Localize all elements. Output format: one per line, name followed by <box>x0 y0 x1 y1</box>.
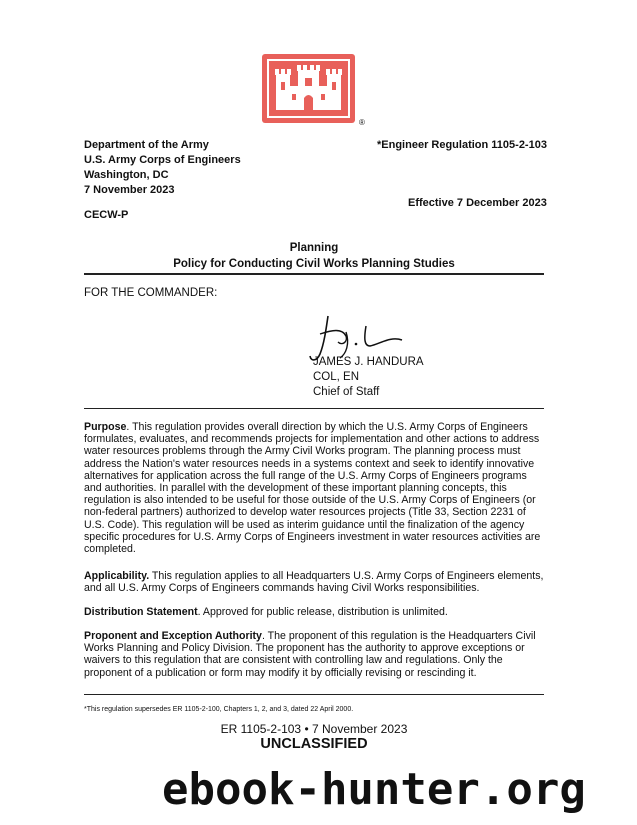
distribution-label: Distribution Statement <box>84 606 198 618</box>
applicability-label: Applicability. <box>84 570 150 582</box>
signer-name: JAMES J. HANDURA <box>313 356 424 368</box>
title-divider <box>84 273 544 275</box>
title-main: Policy for Conducting Civil Works Planning Studies <box>173 258 455 270</box>
castle-icon <box>262 54 355 123</box>
header-line: 7 November 2023 <box>84 184 175 196</box>
usace-castle-logo <box>262 54 355 123</box>
purpose-paragraph <box>84 421 544 555</box>
purpose-text: . This regulation provides overall direction by which the U.S. Army Corps of Engineers formulates, evaluates, and recommends projects for implementation and other actions to address water resources problems through the Army Civil Works program. The planning process must address the Nation's water resources needs in a systems context and seek to identify innovative alternatives for application across the full range of the U.S. Army Corps of Engineers programs and authorities. In parallel with the development of these important planning concepts, this regulation is also intended to be useful for those outside of the U.S. Army Corps of Engineers (or non-federal partners) authorized to develop water resources projects (Title 33, Section 2231 of U.S. Code). This regulation will be used as interim guidance until the finalization of the agency specific procedures for U.S. Army Corps of Engineers investment in water resources activities are completed. <box>84 421 541 556</box>
title-subject: Planning <box>289 242 339 254</box>
for-commander: FOR THE COMMANDER: <box>84 287 218 299</box>
effective-date: Effective 7 December 2023 <box>408 197 547 209</box>
header-line: U.S. Army Corps of Engineers <box>84 154 241 166</box>
purpose-label: Purpose <box>84 421 127 433</box>
proponent-text: . The proponent of this regulation is the Headquarters Civil Works Planning and Policy Division. The proponent has the authority to approve exceptions or waivers to this regulation that are consistent with controlling law and regulations. Only the proponent of a publication or form may modify it by officially revising or rescinding it. <box>84 630 536 679</box>
applicability-paragraph <box>84 570 544 594</box>
registered-mark: ® <box>359 118 365 127</box>
header-line: Washington, DC <box>84 169 169 181</box>
regulation-number: *Engineer Regulation 1105-2-103 <box>377 139 547 151</box>
signature-block <box>313 355 424 400</box>
applicability-text: This regulation applies to all Headquarters U.S. Army Corps of Engineers elements, and all U.S. Army Corps of Engineers commands having Civil Works responsibilities. <box>84 570 544 595</box>
proponent-paragraph <box>84 630 544 679</box>
distribution-paragraph <box>84 606 544 618</box>
supersession-footnote: *This regulation supersedes ER 1105-2-100, Chapters 1, 2, and 3, dated 22 April 2000. <box>84 706 354 713</box>
office-code: CECW-P <box>84 209 129 221</box>
proponent-label: Proponent and Exception Authority <box>84 630 262 642</box>
footnote-divider <box>84 694 544 695</box>
classification-marking: UNCLASSIFIED <box>260 736 368 752</box>
issuing-office <box>84 138 241 198</box>
document-title <box>84 240 544 272</box>
signer-position: Chief of Staff <box>313 386 380 398</box>
footer-identifier: ER 1105-2-103 • 7 November 2023 <box>220 722 408 736</box>
header-line: Department of the Army <box>84 139 209 151</box>
site-watermark: ebook-hunter.org <box>162 764 586 815</box>
distribution-text: . Approved for public release, distribution is unlimited. <box>197 606 448 618</box>
signature-divider <box>84 408 544 409</box>
signer-rank: COL, EN <box>313 371 360 383</box>
